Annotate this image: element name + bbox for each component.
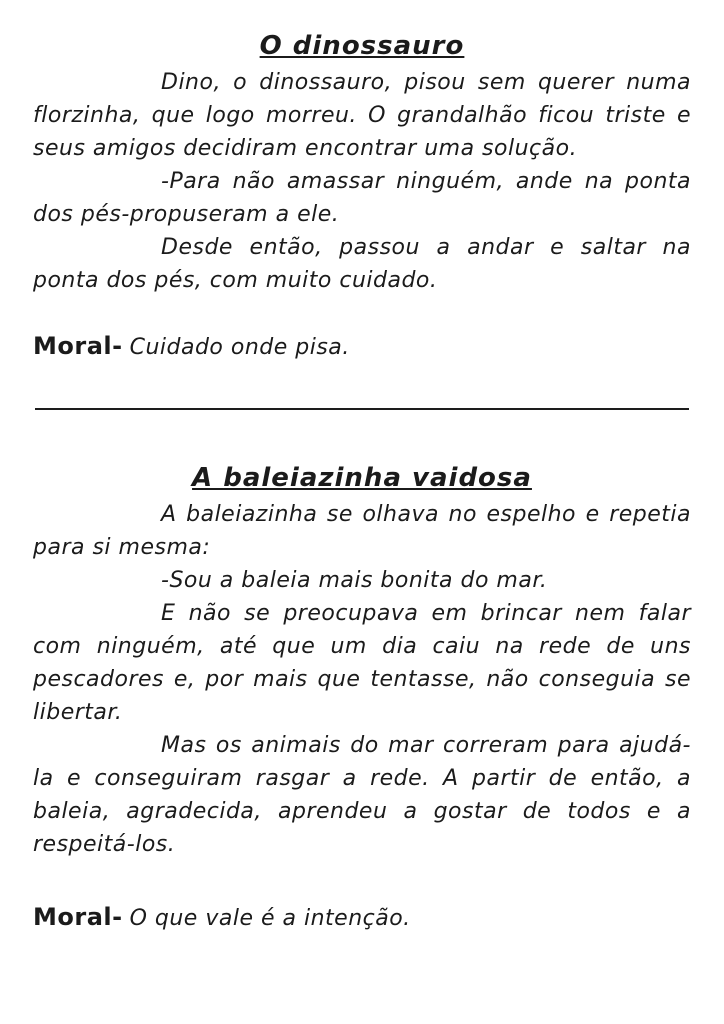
story-body	[33, 498, 691, 861]
story-title: O dinossauro	[259, 31, 465, 61]
story-paragraph: Mas os animais do mar correram para ajudá-la e conseguiram rasgar a rede. A partir de então, a baleia, agradecida, aprendeu a gostar de todos e a respeitá-los.	[33, 733, 691, 857]
moral-line	[33, 330, 691, 364]
story-title: A baleiazinha vaidosa	[192, 463, 532, 493]
story-dinossauro	[33, 30, 691, 364]
moral-text: Cuidado onde pisa.	[129, 335, 350, 360]
moral-label: Moral-	[33, 903, 123, 931]
story-paragraph: Desde então, passou a andar e saltar na ponta dos pés, com muito cuidado.	[33, 235, 691, 293]
moral-text: O que vale é a intenção.	[129, 906, 411, 931]
section-divider-line	[35, 408, 689, 410]
moral-label: Moral-	[33, 332, 123, 360]
story-paragraph: -Para não amassar ninguém, ande na ponta dos pés-propuseram a ele.	[33, 169, 691, 227]
moral-line	[33, 901, 691, 935]
story-paragraph: Dino, o dinossauro, pisou sem querer numa florzinha, que logo morreu. O grandalhão ficou triste e seus amigos decidiram encontrar uma solução.	[33, 70, 691, 161]
story-paragraph: A baleiazinha se olhava no espelho e repetia para si mesma:	[33, 502, 691, 560]
story-body	[33, 66, 691, 297]
story-baleiazinha	[33, 462, 691, 935]
story-paragraph: E não se preocupava em brincar nem falar com ninguém, até que um dia caiu na rede de uns pescadores e, por mais que tentasse, não conseguia se libertar.	[33, 601, 691, 725]
story-paragraph: -Sou a baleia mais bonita do mar.	[161, 568, 548, 593]
